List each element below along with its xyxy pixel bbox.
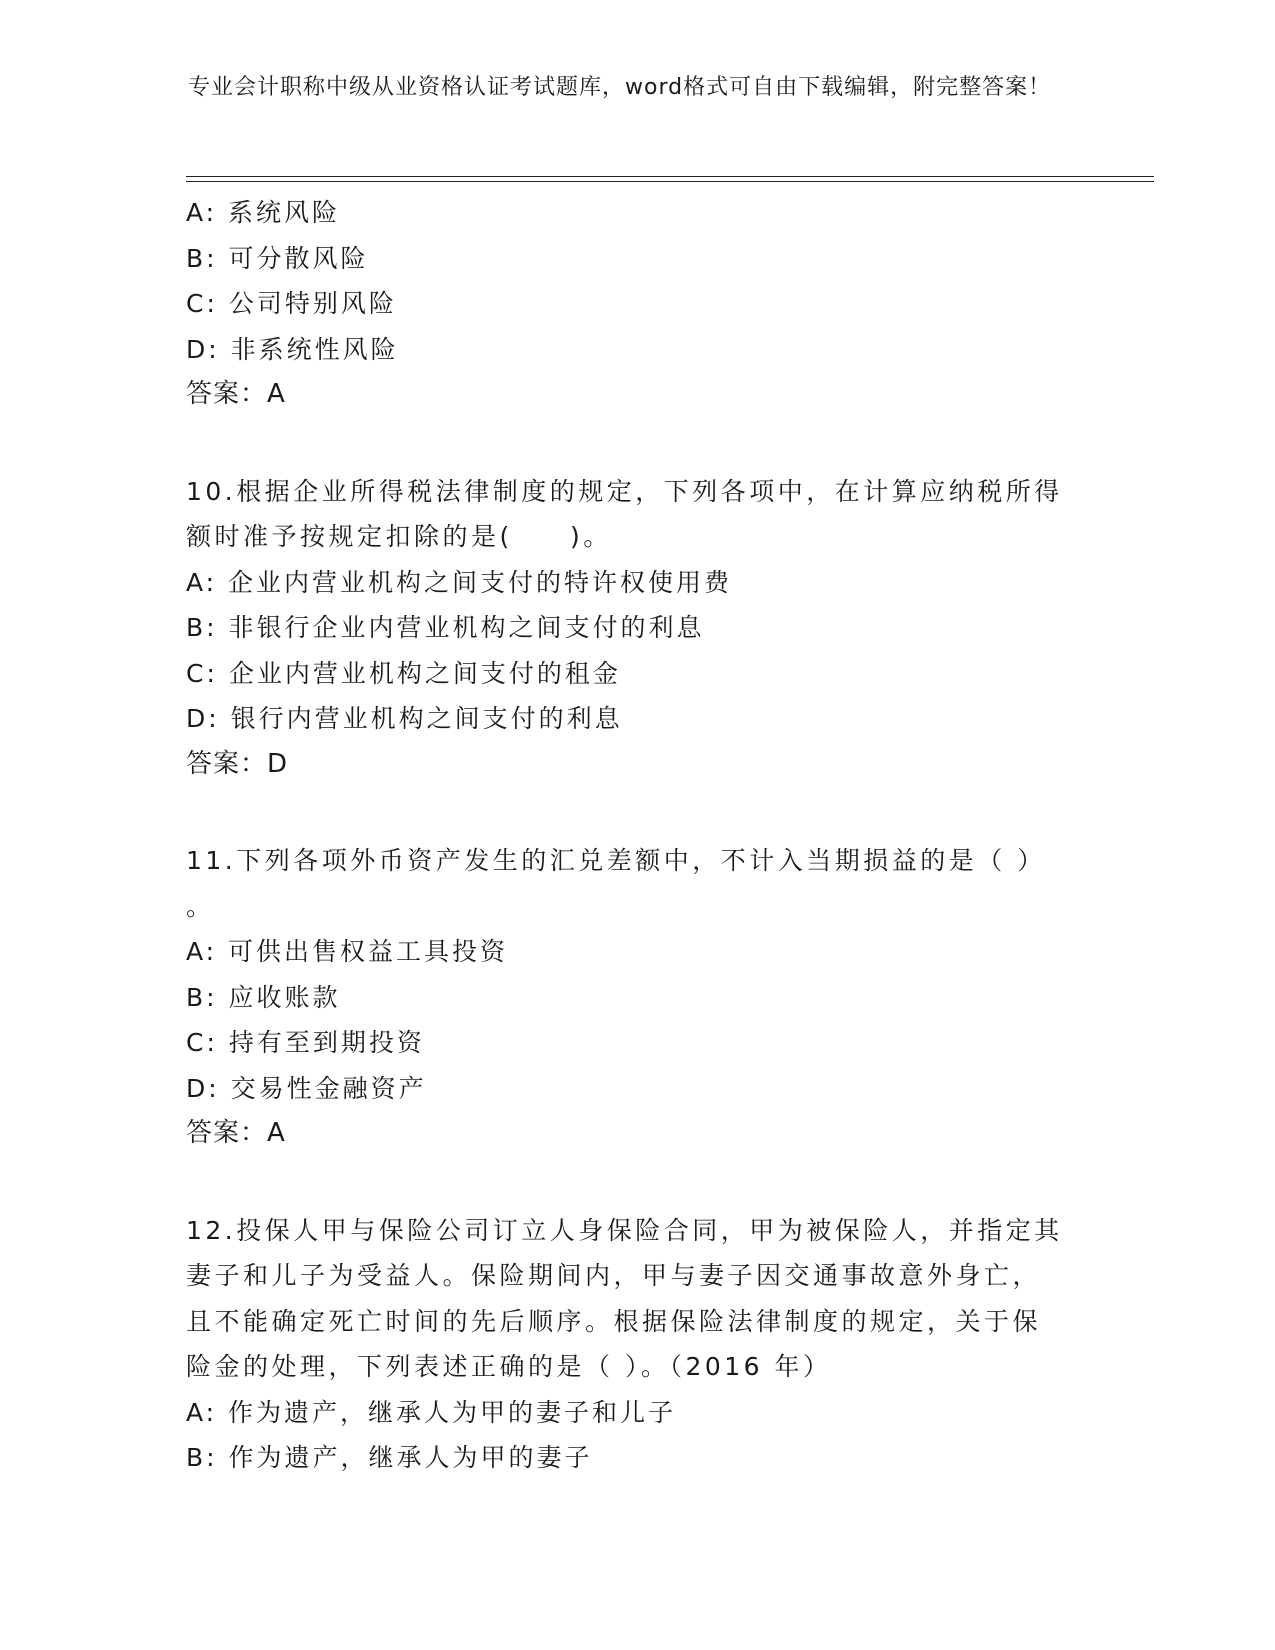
question-stem [186,838,1086,929]
options-list [186,190,1086,372]
option-c: C: 企业内营业机构之间支付的租金 [186,658,621,688]
options-list [186,1390,1086,1481]
question-list [186,190,1086,1532]
option-c: C: 持有至到期投资 [186,1028,425,1057]
header-rule-bottom [186,181,1154,182]
question-stem [186,469,1086,560]
option-b: B: 应收账款 [186,982,341,1012]
header-rule-top [186,176,1154,177]
option-b: B: 作为遗产，继承人为甲的妻子 [186,1443,593,1472]
document-header: 专业会计职称中级从业资格认证考试题库，word格式可自由下载编辑，附完整答案！ [188,75,1052,100]
option-b: B: 可分散风险 [186,243,369,273]
question-block [186,469,1086,788]
question-block [186,838,1086,1157]
answer-line: 答案：A [186,1118,286,1148]
option-d: D: 交易性金融资产 [186,1073,427,1103]
options-list [186,560,1086,742]
option-a: A: 作为遗产，继承人为甲的妻子和儿子 [186,1397,677,1427]
option-b: B: 非银行企业内营业机构之间支付的利息 [186,613,705,642]
option-a: A: 系统风险 [186,198,341,227]
answer-line: 答案：A [186,379,286,409]
stem-line: 10.根据企业所得税法律制度的规定，下列各项中，在计算应纳税所得 [186,476,1063,506]
option-d: D: 银行内营业机构之间支付的利息 [186,704,623,733]
question-block [186,1208,1086,1481]
stem-line: 12.投保人甲与保险公司订立人身保险合同，甲为被保险人，并指定其 [186,1215,1063,1245]
question-block [186,190,1086,418]
stem-line: 11.下列各项外币资产发生的汇兑差额中，不计入当期损益的是（ ） [186,846,1046,875]
answer-line: 答案：D [186,748,289,779]
stem-line: 险金的处理，下列表述正确的是（ ）。（2016 年） [186,1352,832,1381]
stem-line: 额时准予按规定扣除的是( )。 [186,522,612,551]
option-a: A: 可供出售权益工具投资 [186,937,509,966]
option-a: A: 企业内营业机构之间支付的特许权使用费 [186,567,733,597]
stem-line: 。 [186,891,215,921]
options-list [186,929,1086,1111]
option-d: D: 非系统性风险 [186,334,399,364]
stem-line: 且不能确定死亡时间的先后顺序。根据保险法律制度的规定，关于保 [186,1306,1042,1336]
option-c: C: 公司特别风险 [186,289,397,318]
stem-line: 妻子和儿子为受益人。保险期间内，甲与妻子因交通事故意外身亡， [186,1261,1042,1290]
question-stem [186,1208,1086,1390]
